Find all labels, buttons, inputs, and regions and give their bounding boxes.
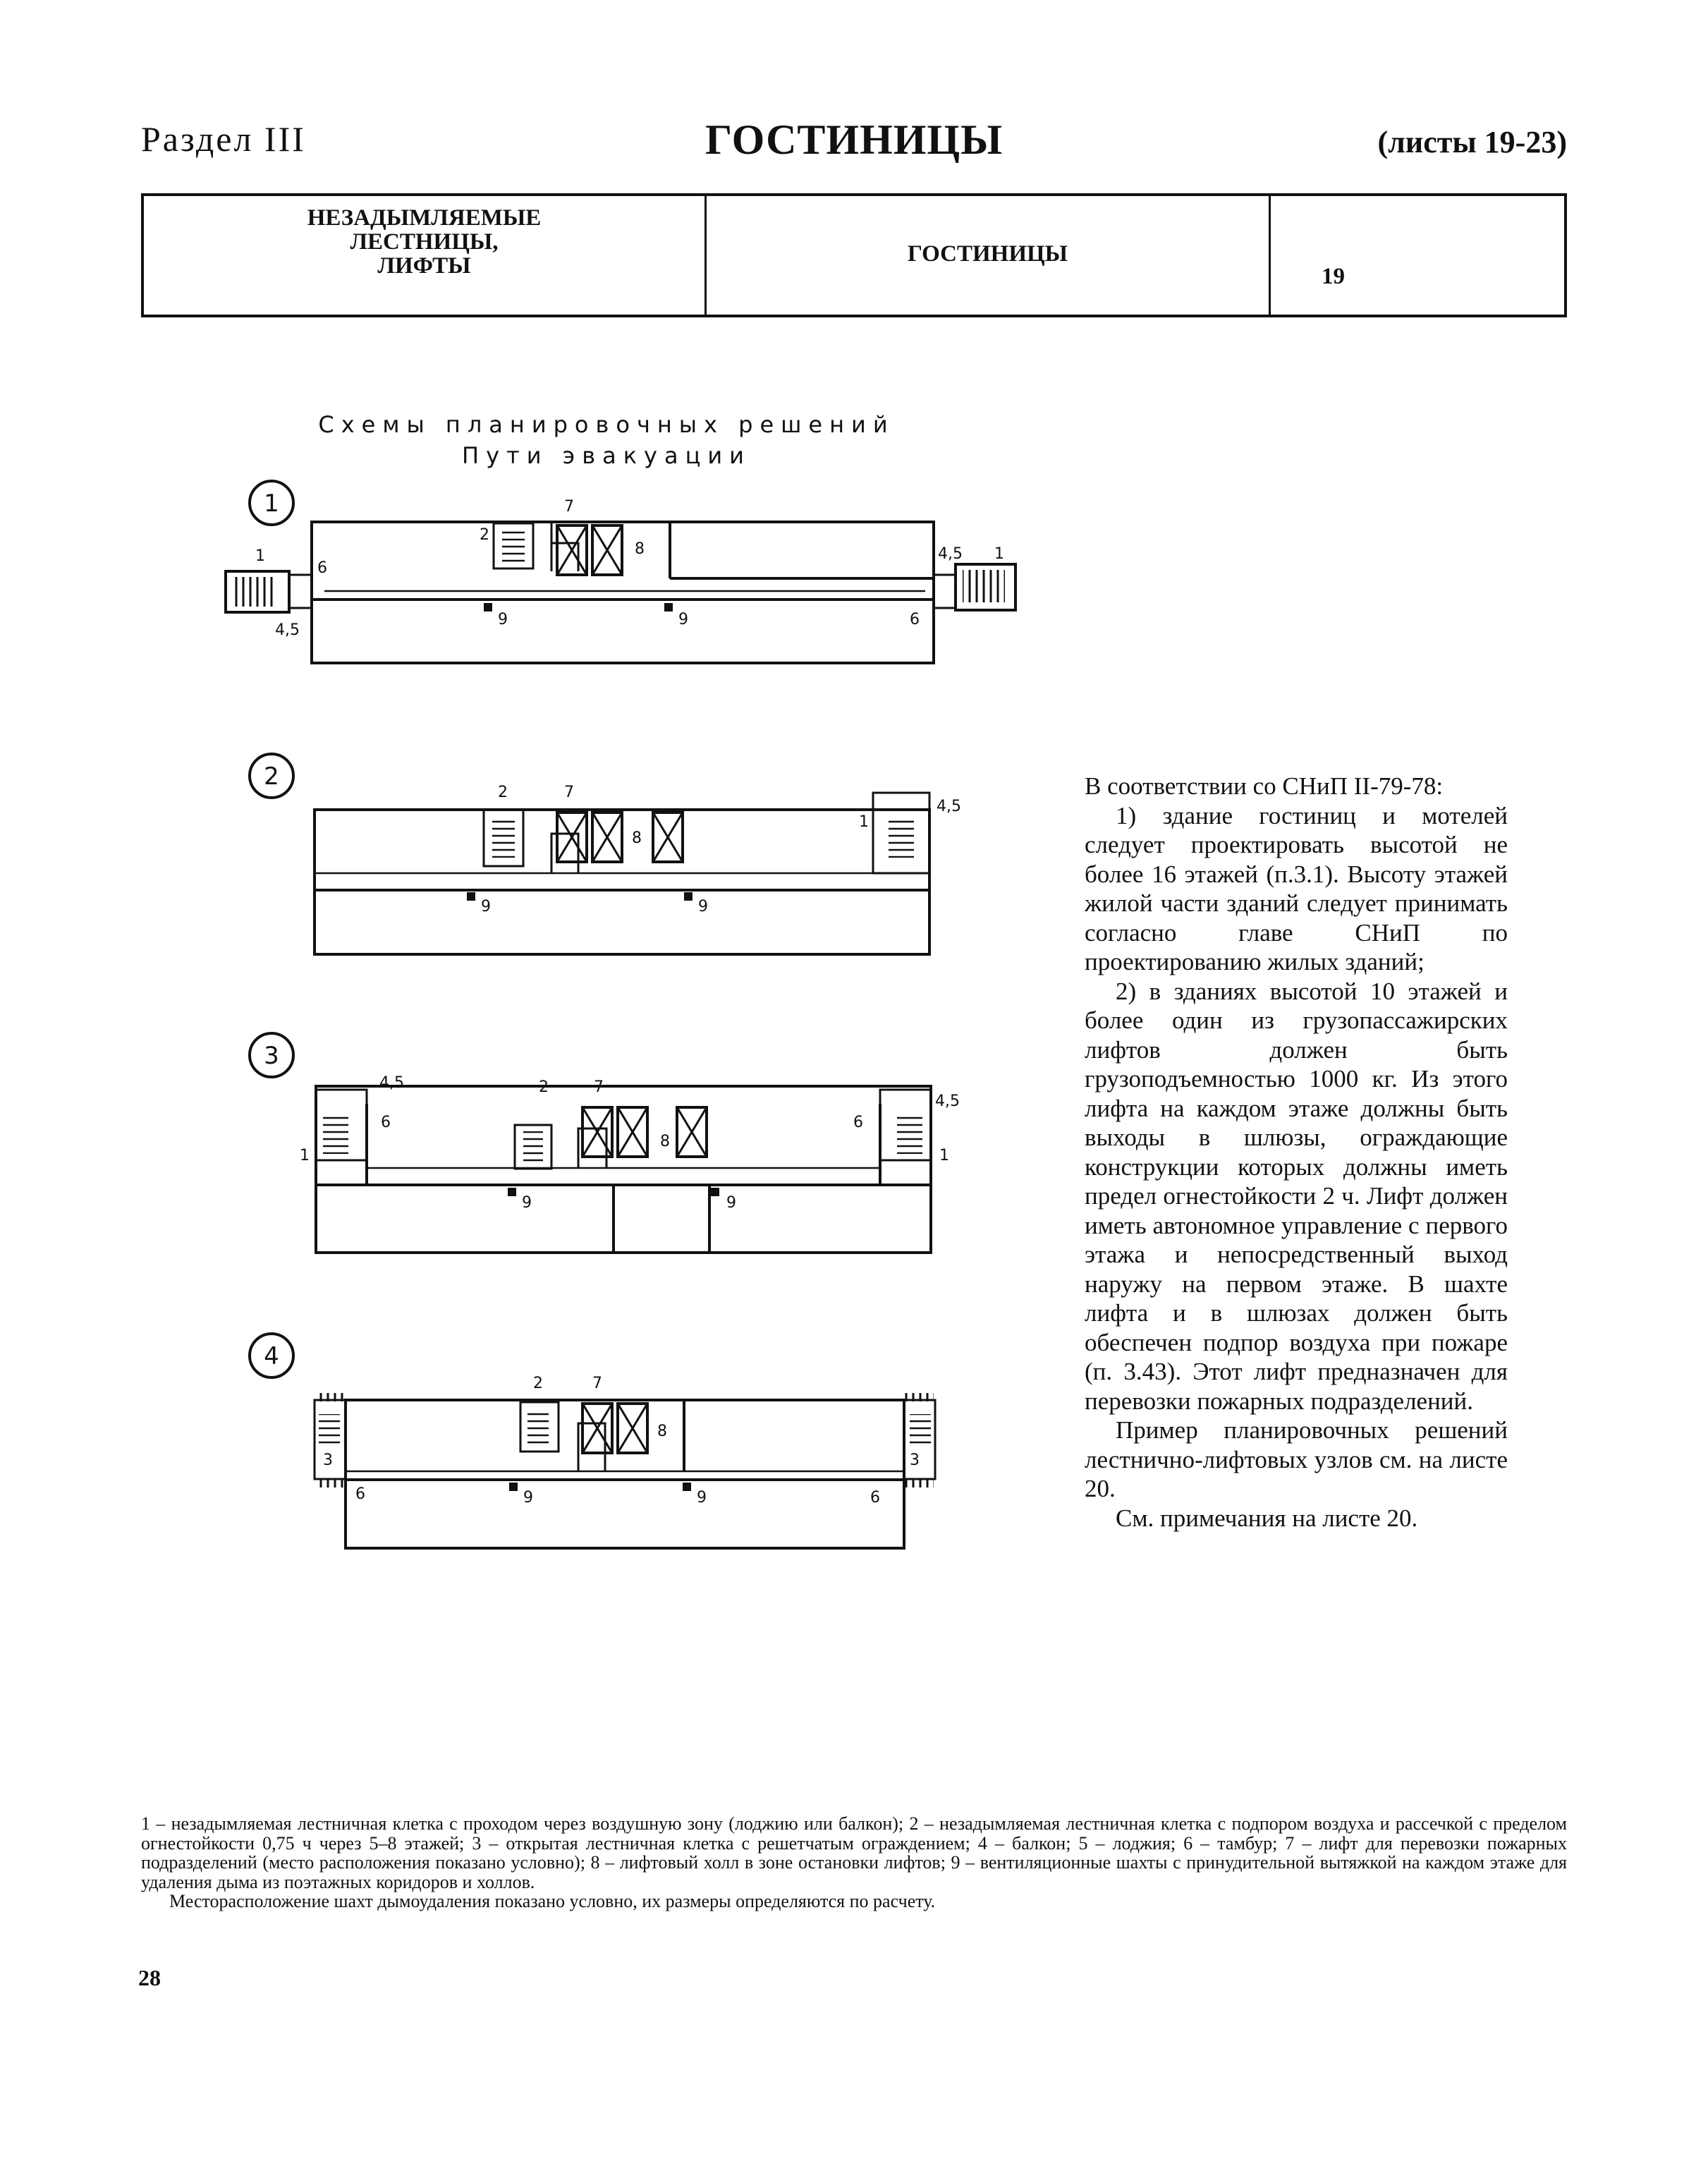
label-9: 9 <box>498 611 508 628</box>
label-1: 1 <box>300 1147 310 1164</box>
label-9: 9 <box>522 1194 532 1212</box>
schema-title-line: Схемы планировочных решений <box>318 411 895 438</box>
label-1: 1 <box>255 547 265 565</box>
label-4-5: 4,5 <box>937 798 961 815</box>
label-9: 9 <box>678 611 688 628</box>
label-6: 6 <box>317 559 327 577</box>
plan-number: 2 <box>264 762 279 791</box>
label-8: 8 <box>657 1423 667 1440</box>
body-paragraph: Пример планировочных решений лестнично-лифтовых узлов см. на листе 20. <box>1085 1416 1508 1502</box>
label-2: 2 <box>498 784 508 801</box>
body-paragraph: В соответствии со СНиП II-79-78: <box>1085 772 1444 800</box>
label-1: 1 <box>859 813 869 831</box>
plan-number-circle <box>250 1033 293 1077</box>
label-9: 9 <box>726 1194 736 1212</box>
label-7: 7 <box>564 784 574 801</box>
label-4-5: 4,5 <box>379 1074 404 1092</box>
label-2: 2 <box>539 1078 549 1096</box>
header-topic-line: ЛЕСТНИЦЫ, <box>350 229 499 255</box>
plan-number-circle <box>250 754 293 798</box>
label-7: 7 <box>564 498 574 516</box>
plan-number-circle <box>250 481 293 525</box>
plan-number: 3 <box>264 1042 279 1070</box>
header-category: ГОСТИНИЦЫ <box>907 241 1068 267</box>
header-topic-line: ЛИФТЫ <box>377 253 471 279</box>
plan-1 <box>226 481 1015 663</box>
label-4-5: 4,5 <box>935 1093 960 1110</box>
label-6: 6 <box>355 1485 365 1503</box>
sheet-range: (листы 19-23) <box>1377 125 1567 159</box>
label-9: 9 <box>697 1489 707 1507</box>
label-7: 7 <box>592 1375 602 1392</box>
label-9: 9 <box>698 898 708 915</box>
label-8: 8 <box>660 1133 670 1150</box>
legend <box>141 1814 1567 1911</box>
label-6: 6 <box>853 1114 863 1131</box>
label-1: 1 <box>939 1147 949 1164</box>
label-2: 2 <box>480 526 489 544</box>
plan-number-circle <box>250 1334 293 1377</box>
label-2: 2 <box>533 1375 543 1392</box>
page-number: 28 <box>138 1965 161 1990</box>
section-label: Раздел III <box>141 119 306 159</box>
label-6: 6 <box>870 1489 880 1507</box>
label-3: 3 <box>323 1452 333 1469</box>
schema-title-line: Пути эвакуации <box>462 442 751 469</box>
label-7: 7 <box>594 1078 604 1096</box>
plan-4 <box>250 1334 935 1548</box>
label-6: 6 <box>381 1114 391 1131</box>
body-paragraph: См. примечания на листе 20. <box>1116 1504 1418 1532</box>
label-3: 3 <box>910 1452 920 1469</box>
body-paragraph: 2) в зданиях высотой 10 этажей и более один из грузопассажирских лифтов должен быть грузоподъемностью 1000 кг. Из этого лифта на каждом этаже должны быть выходы в шлюзы, ограждающие конструкции которых должны иметь предел огнестойкости 2 ч. Лифт должен иметь автономное управление с первого этажа и непосредственный выход наружу на первом этаже. В шахте лифта и в шлюзах должен быть обеспечен подпор воздуха при пожаре (п. 3.43). Этот лифт предназначен для перевозки пожарных подразделений. <box>1085 977 1508 1415</box>
body-text <box>1085 772 1508 1533</box>
label-8: 8 <box>635 540 645 558</box>
label-9: 9 <box>523 1489 533 1507</box>
label-4-5: 4,5 <box>938 545 963 563</box>
label-6: 6 <box>910 611 920 628</box>
body-paragraph: 1) здание гостиниц и мотелей следует проектировать высотой не более 16 этажей (п.3.1). Высоту этажей жилой части зданий следует принимать согласно главе СНиП по проектированию жилых зданий; <box>1085 801 1508 975</box>
legend-note: Месторасположение шахт дымоудаления показано условно, их размеры определяются по расчету. <box>169 1891 936 1911</box>
header-sheet-number: 19 <box>1322 264 1345 289</box>
label-8: 8 <box>632 829 642 847</box>
label-1: 1 <box>994 545 1004 563</box>
label-9: 9 <box>481 898 491 915</box>
plan-3 <box>250 1033 960 1253</box>
label-4-5: 4,5 <box>275 621 300 639</box>
plan-2 <box>250 754 961 954</box>
plan-number: 1 <box>264 489 279 518</box>
page-title: ГОСТИНИЦЫ <box>704 116 1004 163</box>
header-topic-line: НЕЗАДЫМЛЯЕМЫЕ <box>307 205 542 231</box>
legend-text: 1 – незадымляемая лестничная клетка с проходом через воздушную зону (лоджию или балкон); 2 – незадымляемая лестничная клетка с подпором воздуха и рассечкой с пределом огнестойкости 0,75 ч через 5–8 этажей; 3 – открытая лестничная клетка с решетчатым ограждением; 4 – балкон; 5 – лоджия; 6 – тамбур; 7 – лифт для перевозки пожарных подразделений (место расположения показано условно); 8 – лифтовый холл в зоне остановки лифтов; 9 – вентиляционные шахты с принудительной вытяжкой на каждом этаже для удаления дыма из поэтажных коридоров и холлов. <box>141 1813 1567 1892</box>
plan-number: 4 <box>264 1342 279 1370</box>
